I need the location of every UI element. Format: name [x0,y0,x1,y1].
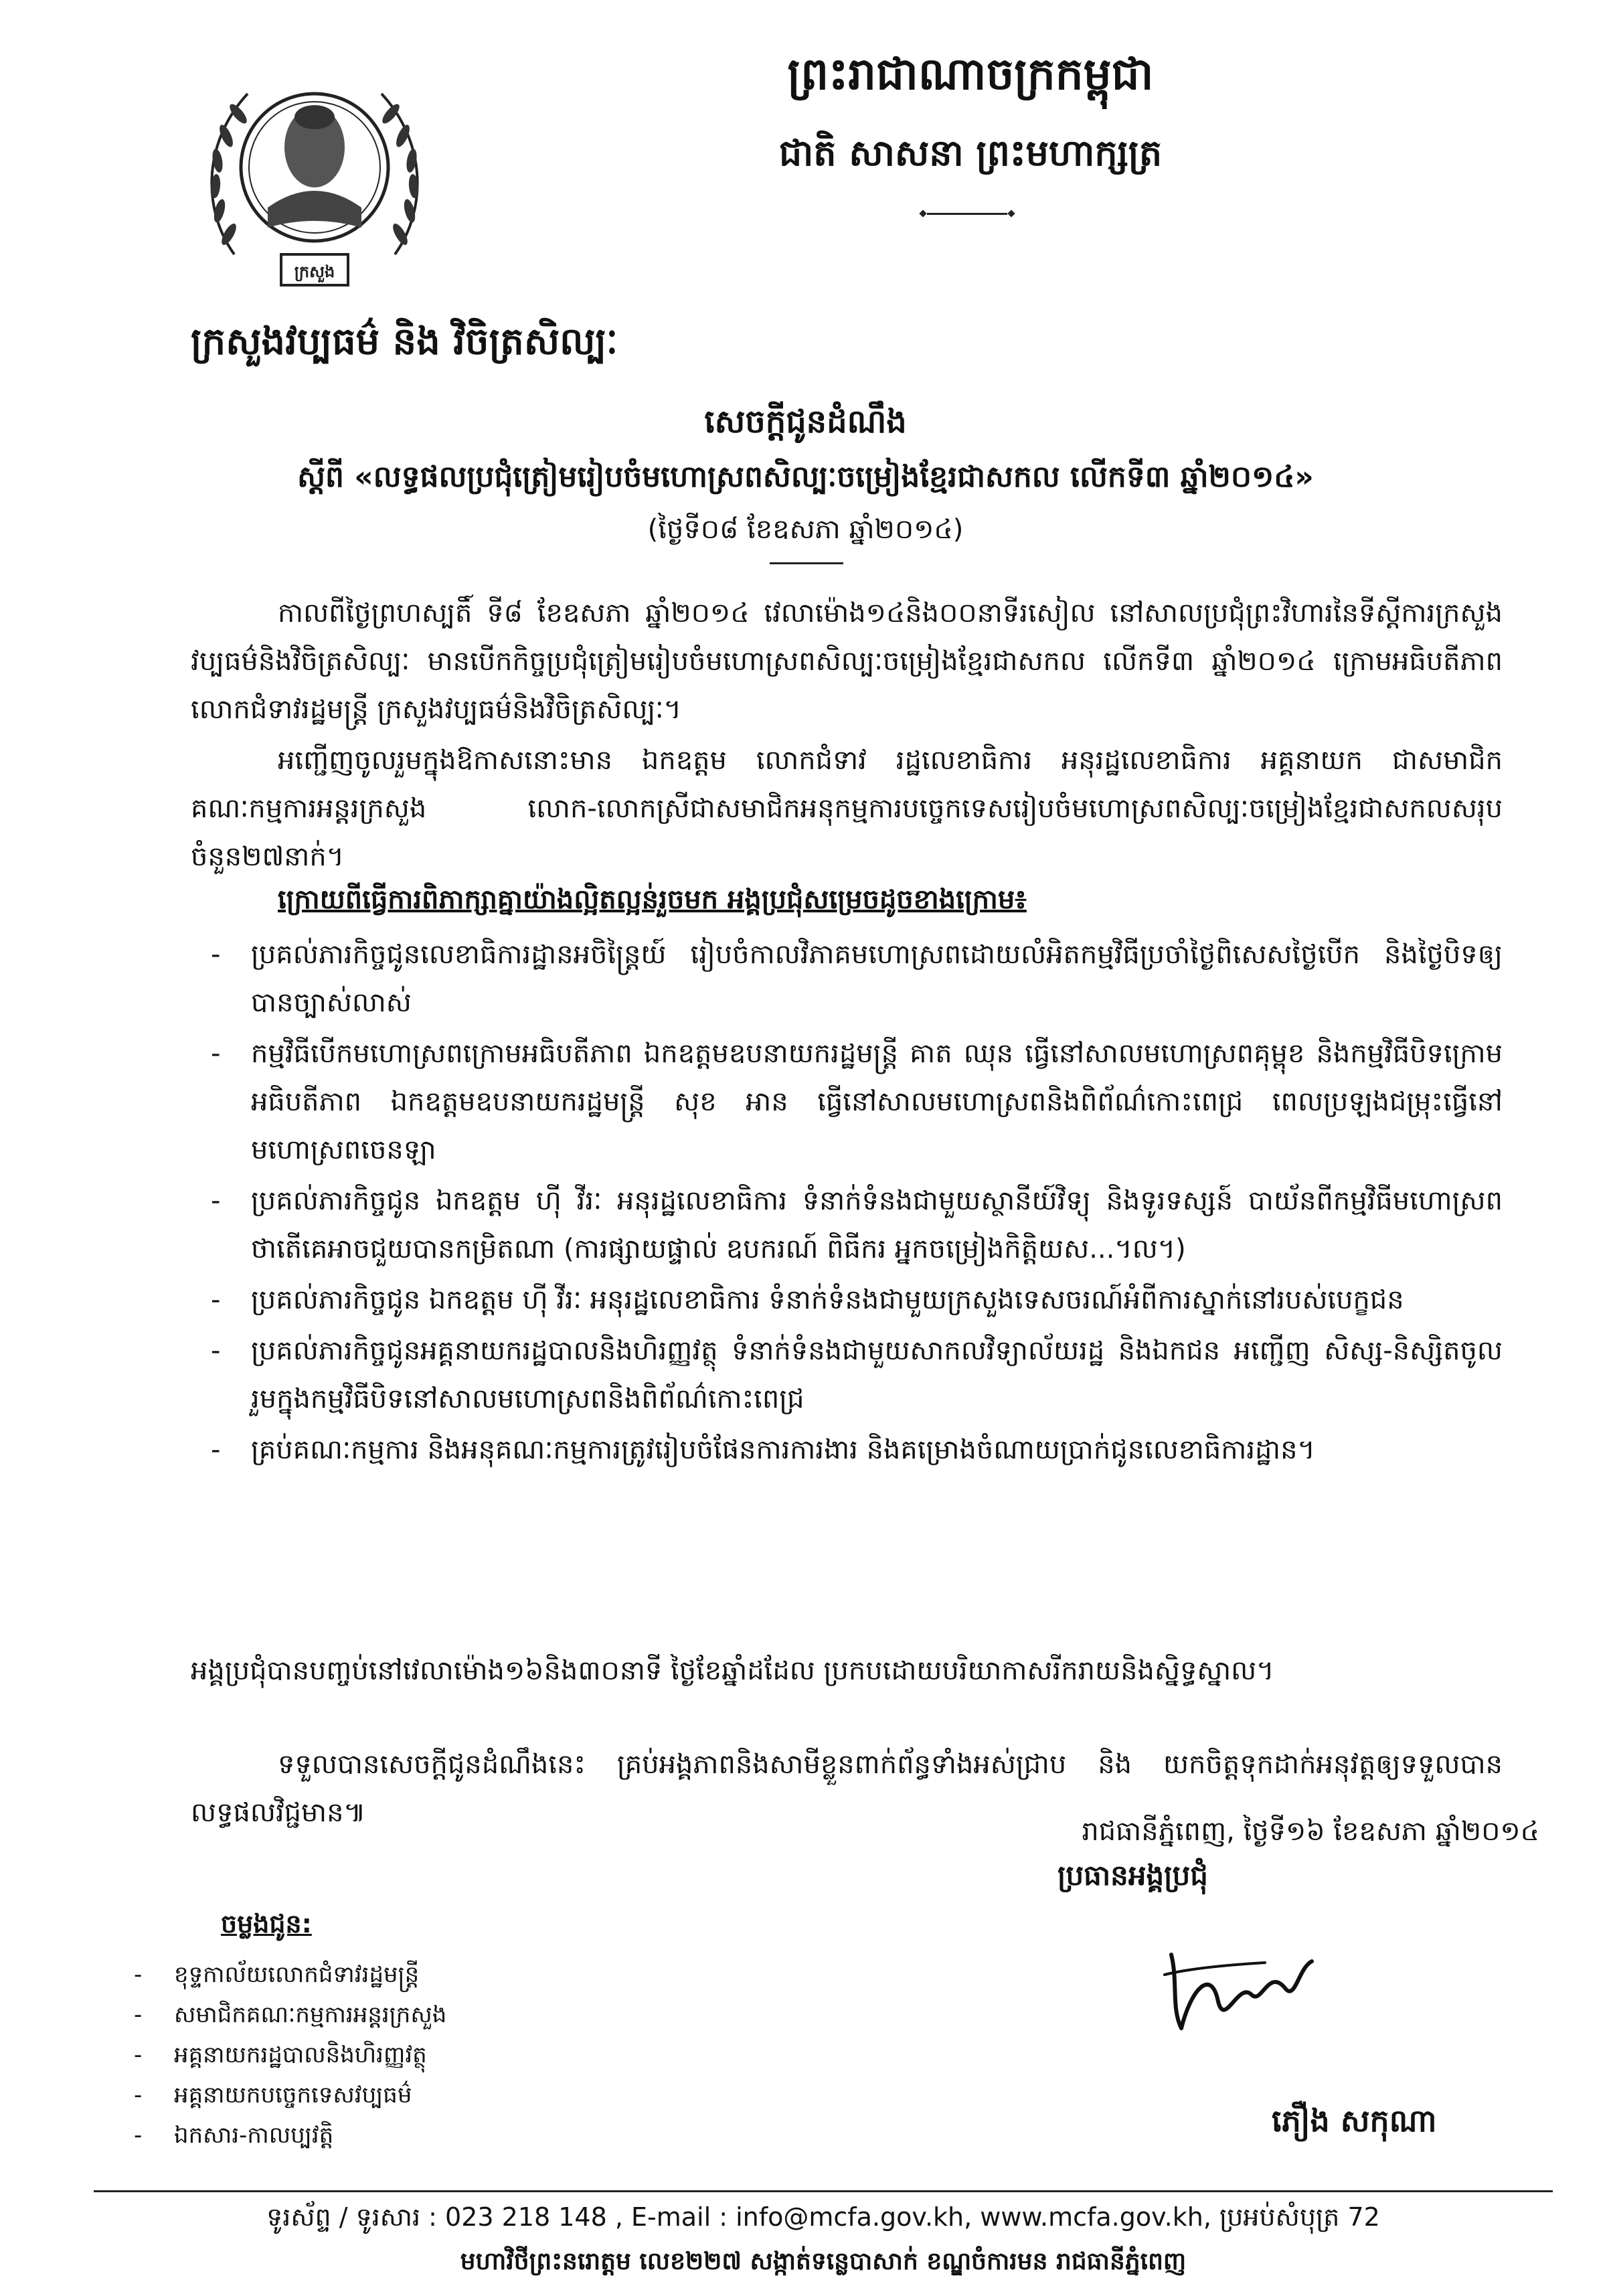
body-paragraph-3: អង្គប្រជុំបានបញ្ចប់នៅវេលាម៉ោង១៦និង៣០នាទី ថ្ងៃខែឆ្នាំដដែល ប្រកបដោយបរិយាកាសរីករាយនិងស្និទ្ធស្នាល។ [191,1655,1274,1686]
national-motto: ជាតិ សាសនា ព្រះមហាក្សត្រ [778,132,1163,174]
document-title: សេចក្តីជូនដំណឹង [704,403,907,440]
decision-item: - ប្រគល់ភារកិច្ចជូន ឯកឧត្តម ហ៊ី វីរៈ អនុរដ្ឋលេខាធិការ ទំនាក់ទំនងជាមួយស្ថានីយ៍វិទ្យុ និងទូរទស្សន៍ បាយ័នពីកម្មវិធីមហោស្រព ថាតើគេអាចជួយបានកម្រិតណា (ការផ្សាយផ្ទាល់ ឧបករណ៍ ពិធីករ អ្នកចម្រៀងកិត្តិយស...។ល។) [191,1177,1503,1273]
footer-contact: ទូរស័ព្ទ / ទូរសារ : 023 218 148 , E-mail : info@mcfa.gov.kh, www.mcfa.gov.kh, ប្រអប់សំបុត្រ 72 [266,2202,1380,2232]
signer-name: ភឿង សកុណា [1272,2103,1437,2139]
decision-item: - ប្រគល់ភារកិច្ចជូនលេខាធិការដ្ឋានអចិន្ត្រៃយ៍ រៀបចំកាលវិភាគមហោស្រពដោយលំអិតកម្មវិធីប្រចាំថ្ងៃពិសេសថ្ងៃបើក និងថ្ងៃបិទឲ្យបានច្បាស់លាស់ [191,930,1503,1027]
cc-heading: ចម្លងជូន: [221,1909,312,1939]
chair-title: ប្រធានអង្គប្រជុំ [1057,1859,1208,1892]
body-paragraph-1: កាលពីថ្ងៃព្រហស្បតិ៍ ទី៨ ខែឧសភា ឆ្នាំ២០១៤ វេលាម៉ោង១៤និង០០នាទីរសៀល នៅសាលប្រជុំព្រះវិហារនៃទីស្តីការក្រសួងវប្បធម៌និងវិចិត្រសិល្បៈ មានបើកកិច្ចប្រជុំត្រៀមរៀបចំមហោស្រពសិល្បៈចម្រៀងខ្មែរជាសកល លើកទី៣ ឆ្នាំ២០១៤ ក្រោមអធិបតីភាព លោកជំទាវរដ្ឋមន្ត្រី ក្រសួងវប្បធម៌និងវិចិត្រសិល្បៈ។ [191,598,1503,725]
motto-divider [927,213,1007,215]
cc-item: - អគ្គនាយកបច្ចេកទេសវប្បធម៌ [127,2075,796,2115]
cc-list [127,1955,796,2155]
document-date: (ថ្ងៃទី០៨ ខែឧសភា ឆ្នាំ២០១៤) [647,514,964,545]
decision-item: - កម្មវិធីបើកមហោស្រពក្រោមអធិបតីភាព ឯកឧត្តមឧបនាយករដ្ឋមន្ត្រី គាត ឈុន ធ្វើនៅសាលមហោស្រពគុម្ពុខ និងកម្មវិធីបិទក្រោមអធិបតីភាព ឯកឧត្តមឧបនាយករដ្ឋមន្ត្រី សុខ អាន ធ្វើនៅសាលមហោស្រពនិងពិព័ណ៌កោះពេជ្រ ពេលប្រឡងជម្រុះធ្វើនៅមហោស្រពចេនឡា [191,1030,1503,1174]
kingdom-heading: ព្រះរាជាណាចក្រកម្ពុជា [787,48,1154,100]
document-subject: ស្តីពី «លទ្ធផលប្រជុំត្រៀមរៀបចំមហោស្រពសិល្បៈចម្រៀងខ្មែរជាសកល លើកទី៣ ឆ្នាំ២០១៤» [297,460,1314,494]
decision-item: - ប្រគល់ភារកិច្ចជូនអគ្គនាយករដ្ឋបាលនិងហិរញ្ញវត្ថុ ទំនាក់ទំនងជាមួយសាកលវិទ្យាល័យរដ្ឋ និងឯកជន អញ្ជើញ សិស្ស-និស្សិតចូលរួមក្នុងកម្មវិធីបិទនៅសាលមហោស្រពនិងពិព័ណ៌កោះពេជ្រ [191,1327,1503,1423]
ministry-name: ក្រសួងវប្បធម៌ និង វិចិត្រសិល្បៈ [191,320,618,363]
decision-item: - ប្រគល់ភារកិច្ចជូន ឯកឧត្តម ហ៊ី វីរៈ អនុរដ្ឋលេខាធិការ ទំនាក់ទំនងជាមួយក្រសួងទេសចរណ៍អំពីការស្នាក់នៅរបស់បេក្ខជន [191,1276,1503,1324]
cc-item: - ខុទ្ទកាល័យលោកជំទាវរដ្ឋមន្ត្រី [127,1955,796,1995]
place-date: រាជធានីភ្នំពេញ, ថ្ងៃទី១៦ ខែឧសភា ឆ្នាំ២០១៤ [1082,1816,1539,1847]
cc-item: - ឯកសារ-កាលប្បវត្តិ [127,2115,796,2155]
footer-address: មហាវិថីព្រះនរោត្តម លេខ២២៧ សង្កាត់ទន្លេបាសាក់ ខណ្ឌចំការមន រាជធានីភ្នំពេញ [460,2248,1187,2275]
body-paragraph-4: ទទួលបានសេចក្តីជូនដំណឹងនេះ គ្រប់អង្គភាពនិងសាមីខ្លួនពាក់ព័ន្ធទាំងអស់ជ្រាប និង យកចិត្តទុកដាក់អនុវត្តឲ្យទទួលបានលទ្ធផលវិជ្ជមាន៕ [191,1749,1503,1828]
body-paragraph-2: អញ្ជើញចូលរួមក្នុងឱកាសនោះមាន ឯកឧត្តម លោកជំទាវ រដ្ឋលេខាធិការ អនុរដ្ឋលេខាធិការ អគ្គនាយក ជាសមាជិកគណៈកម្មការអន្តរក្រសួង លោក-លោកស្រីជាសមាជិកអនុកម្មការបច្ចេកទេសរៀបចំមហោស្រពសិល្បៈចម្រៀងខ្មែរជាសកលសរុបចំនួន២៧នាក់។ [191,745,1503,872]
footer-divider [94,2190,1553,2192]
title-divider [770,562,843,564]
decision-heading: ក្រោយពីធ្វើការពិភាក្សាគ្នាយ៉ាងល្អិតល្អន់រួចមក អង្គប្រជុំសម្រេចដូចខាងក្រោម៖ [278,884,1027,915]
cc-item: - សមាជិកគណៈកម្មការអន្តរក្រសួង [127,1995,796,2035]
decision-item: - គ្រប់គណៈកម្មការ និងអនុគណៈកម្មការត្រូវរៀបចំផែនការការងារ និងគម្រោងចំណាយប្រាក់ជូនលេខាធិការដ្ឋាន។ [191,1426,1503,1474]
handwritten-signature [1151,1928,1325,2042]
cc-item: - អគ្គនាយករដ្ឋបាលនិងហិរញ្ញវត្ថុ [127,2035,796,2075]
seal-text: ក្រសួង [294,262,335,281]
ministry-seal-icon [187,54,442,308]
decision-list [191,930,1503,1477]
